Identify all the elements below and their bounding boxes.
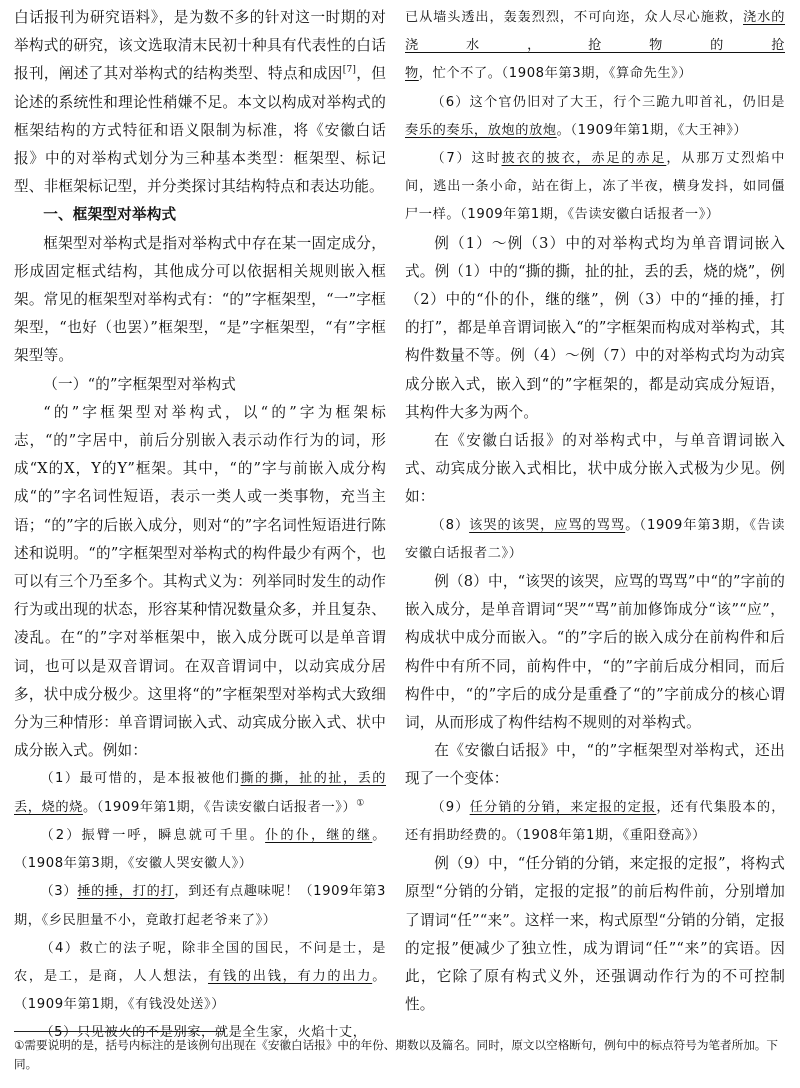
text-run: 。（1909年第3期，《告读安徽白话报者二》） [405, 517, 785, 561]
body-paragraph: 在《安徽白话报》中，“的”字框架型对举构式，还出现了一个变体： [405, 742, 785, 788]
right-column [405, 4, 785, 1019]
text-run: （8） [431, 517, 470, 533]
example-2 [14, 822, 386, 878]
body-paragraph: 在《安徽白话报》的对举构式中，与单音谓词嵌入式、动宾成分嵌入式相比，状中成分嵌入式极为少见。例如： [405, 432, 785, 506]
text-run: （6）这个官仍旧对了大王，行个三跪九叩首礼，仍旧是 [431, 94, 785, 110]
footnote [14, 1036, 784, 1074]
text-run: （1）最可惜的，是本报被他们 [40, 771, 241, 787]
footnote-divider [14, 1031, 224, 1032]
text-run: （3） [40, 884, 78, 900]
example-5-continued [405, 4, 785, 89]
body-paragraph: “的”字框架型对举构式，以“的”字为框架标志，“的”字居中，前后分别嵌入表示动作行为的词，形成“X的X，Y的Y”框架。其中，“的”字与前嵌入成分构成“的”字名词性短语，表示一类人或一类事物，充当主语；“的”字的后嵌入成分，则对“的”字名词性短语进行陈述和说明。“的”字框架型对举构式的构件最少有两个，也可以有三个乃至多个。其构式义为：列举同时发生的动作行为或出现的状态，形容某种情况数量众多，并且复杂、凌乱。在“的”字对举框架中，嵌入成分既可以是单音谓词，也可以是双音谓词。在双音谓词中，以动宾成分居多，状中成分极少。这里将“的”字框架型对举构式大致细分为三种情形：单音谓词嵌入式、动宾成分嵌入式、状中成分嵌入式。例如： [14, 403, 386, 760]
section-heading: 一、框架型对举构式 [43, 206, 177, 224]
example-underline: 披衣的披衣，赤足的赤足 [501, 151, 667, 167]
example-underline: 奏乐的奏乐，放炮的放炮 [405, 122, 557, 138]
text-run: （4）救亡的法子呢，除非全国的国民，不问是士，是农，是工，是商，人人想法， [14, 940, 386, 984]
text-run: 白话报刊为研究语料》，是为数不多的针对这一时期的对举构式的研究，该文选取清末民初十种具有代表性的白话报刊，阐述了其对举构式的结构类型、特点和成因 [14, 9, 386, 83]
example-4 [14, 935, 386, 1020]
left-column [14, 4, 386, 1048]
example-1 [14, 765, 386, 821]
intro-paragraph [14, 4, 386, 201]
text-run: 已从墙头透出，轰轰烈烈，不可向迩，众人尽心施救， [405, 10, 744, 25]
example-underline: 仆的仆，继的继 [265, 827, 373, 843]
footnote-marker: ① [356, 798, 365, 809]
text-run: （5）只见被火的不是别家，就是全生家，火焰十丈， [40, 1025, 367, 1041]
example-underline: 浇水的浇水，抢物的抢物 [405, 10, 785, 82]
body-paragraph: 框架型对举构式是指对举构式中存在某一固定成分，形成固定框式结构，其他成分可以依据相关规则嵌入框架。常见的框架型对举构式有：“的”字框架型，“一”字框架型，“也好（也罢）”框架型，“是”字框架型，“有”字框架型等。 [14, 234, 386, 365]
example-9 [405, 794, 785, 850]
body-paragraph: 例（9）中，“任分销的分销，来定报的定报”，将构式原型“分销的分销，定报的定报”的前后构件前，分别增加了谓词“任”“来”。这样一来，构式原型“分销的分销，定报的定报”便减少了独立性，成为谓词“任”“来”的宾语。因此，它除了原有构式义外，还强调动作行为的不可控制性。 [405, 855, 785, 1014]
example-3 [14, 878, 386, 934]
footnote-text: ①需要说明的是，括号内标注的是该例句出现在《安徽白话报》中的年份、期数以及篇名。同时，原文以空格断句，例句中的标点符号为笔者所加。下同。 [14, 1038, 778, 1071]
example-8 [405, 512, 785, 568]
text-run: ，但论述的系统性和理论性稍嫌不足。本文以构成对举构式的框架结构的方式特征和语义限制为标准，将《安徽白话报》中的对举构式划分为三种基本类型：框架型、标记型、非框架标记型，并分类探讨其结构特点和表达功能。 [14, 65, 386, 196]
example-underline: 撕的撕，扯的扯，丢的丢，烧的烧 [14, 771, 387, 815]
text-run: ，还有代集股本的，还有捐助经费的。（1908年第1期，《重阳登高》） [405, 799, 785, 843]
example-underline: 有钱的出钱，有力的出力 [208, 968, 373, 984]
text-run: 。（1909年第1期，《有钱没处送》） [14, 968, 386, 1013]
text-run: ，从那万丈烈焰中间，逃出一条小命，站在街上，冻了半夜，横身发抖，如同僵尸一样。（1909年第1期，《告读安徽白话报者一》） [405, 151, 785, 223]
text-run: 。（1909年第1期，《大王神》） [556, 122, 748, 138]
text-run: （7）这时 [431, 151, 502, 167]
text-run: 。（1908年第3期，《安徽人哭安徽人》） [14, 827, 387, 872]
text-run: ，到还有点趣味呢！（1909年第3期，《乡民胆量不小，竟敢打起老爷来了》） [14, 884, 386, 928]
subsection-heading: （一）“的”字框架型对举构式 [43, 375, 237, 393]
example-underline: 捶的捶，打的打 [77, 884, 175, 900]
example-7 [405, 145, 785, 230]
example-underline: 该哭的该哭，应骂的骂骂 [469, 517, 626, 533]
body-paragraph: 例（8）中，“该哭的该哭，应骂的骂骂”中“的”字前的嵌入成分，是单音谓词“哭”“骂”前加修饰成分“该”“应”，构成状中成分而嵌入。“的”字后的嵌入成分在前构件和后构件中有所不同，前构件中，“的”字前后成分相同，而后构件中，“的”字后的成分是重叠了“的”字前成分的核心谓词，从而形成了构件结构不规则的对举构式。 [405, 573, 785, 732]
body-paragraph: 例（1）～例（3）中的对举构式均为单音谓词嵌入式。例（1）中的“撕的撕，扯的扯，丢的丢，烧的烧”，例（2）中的“仆的仆，继的继”，例（3）中的“捶的捶，打的打”，都是单音谓词嵌入“的”字框架而构成对举构式，其构件数量不等。例（4）～例（7）中的对举构式均为动宾成分嵌入式，嵌入到“的”字框架的，都是动宾成分短语，其构件大多为两个。 [405, 234, 785, 421]
example-6 [405, 89, 785, 145]
text-run: （2）振臂一呼，瞬息就可千里。 [40, 827, 266, 843]
text-run: ，忙个不了。（1908年第3期，《算命先生》） [418, 66, 693, 82]
text-run: 。（1909年第1期，《告读安徽白话报者一》） [82, 799, 357, 815]
example-underline: 任分销的分销，来定报的定报 [469, 799, 657, 815]
citation-ref: [7] [342, 65, 357, 76]
text-run: （9） [431, 799, 470, 815]
